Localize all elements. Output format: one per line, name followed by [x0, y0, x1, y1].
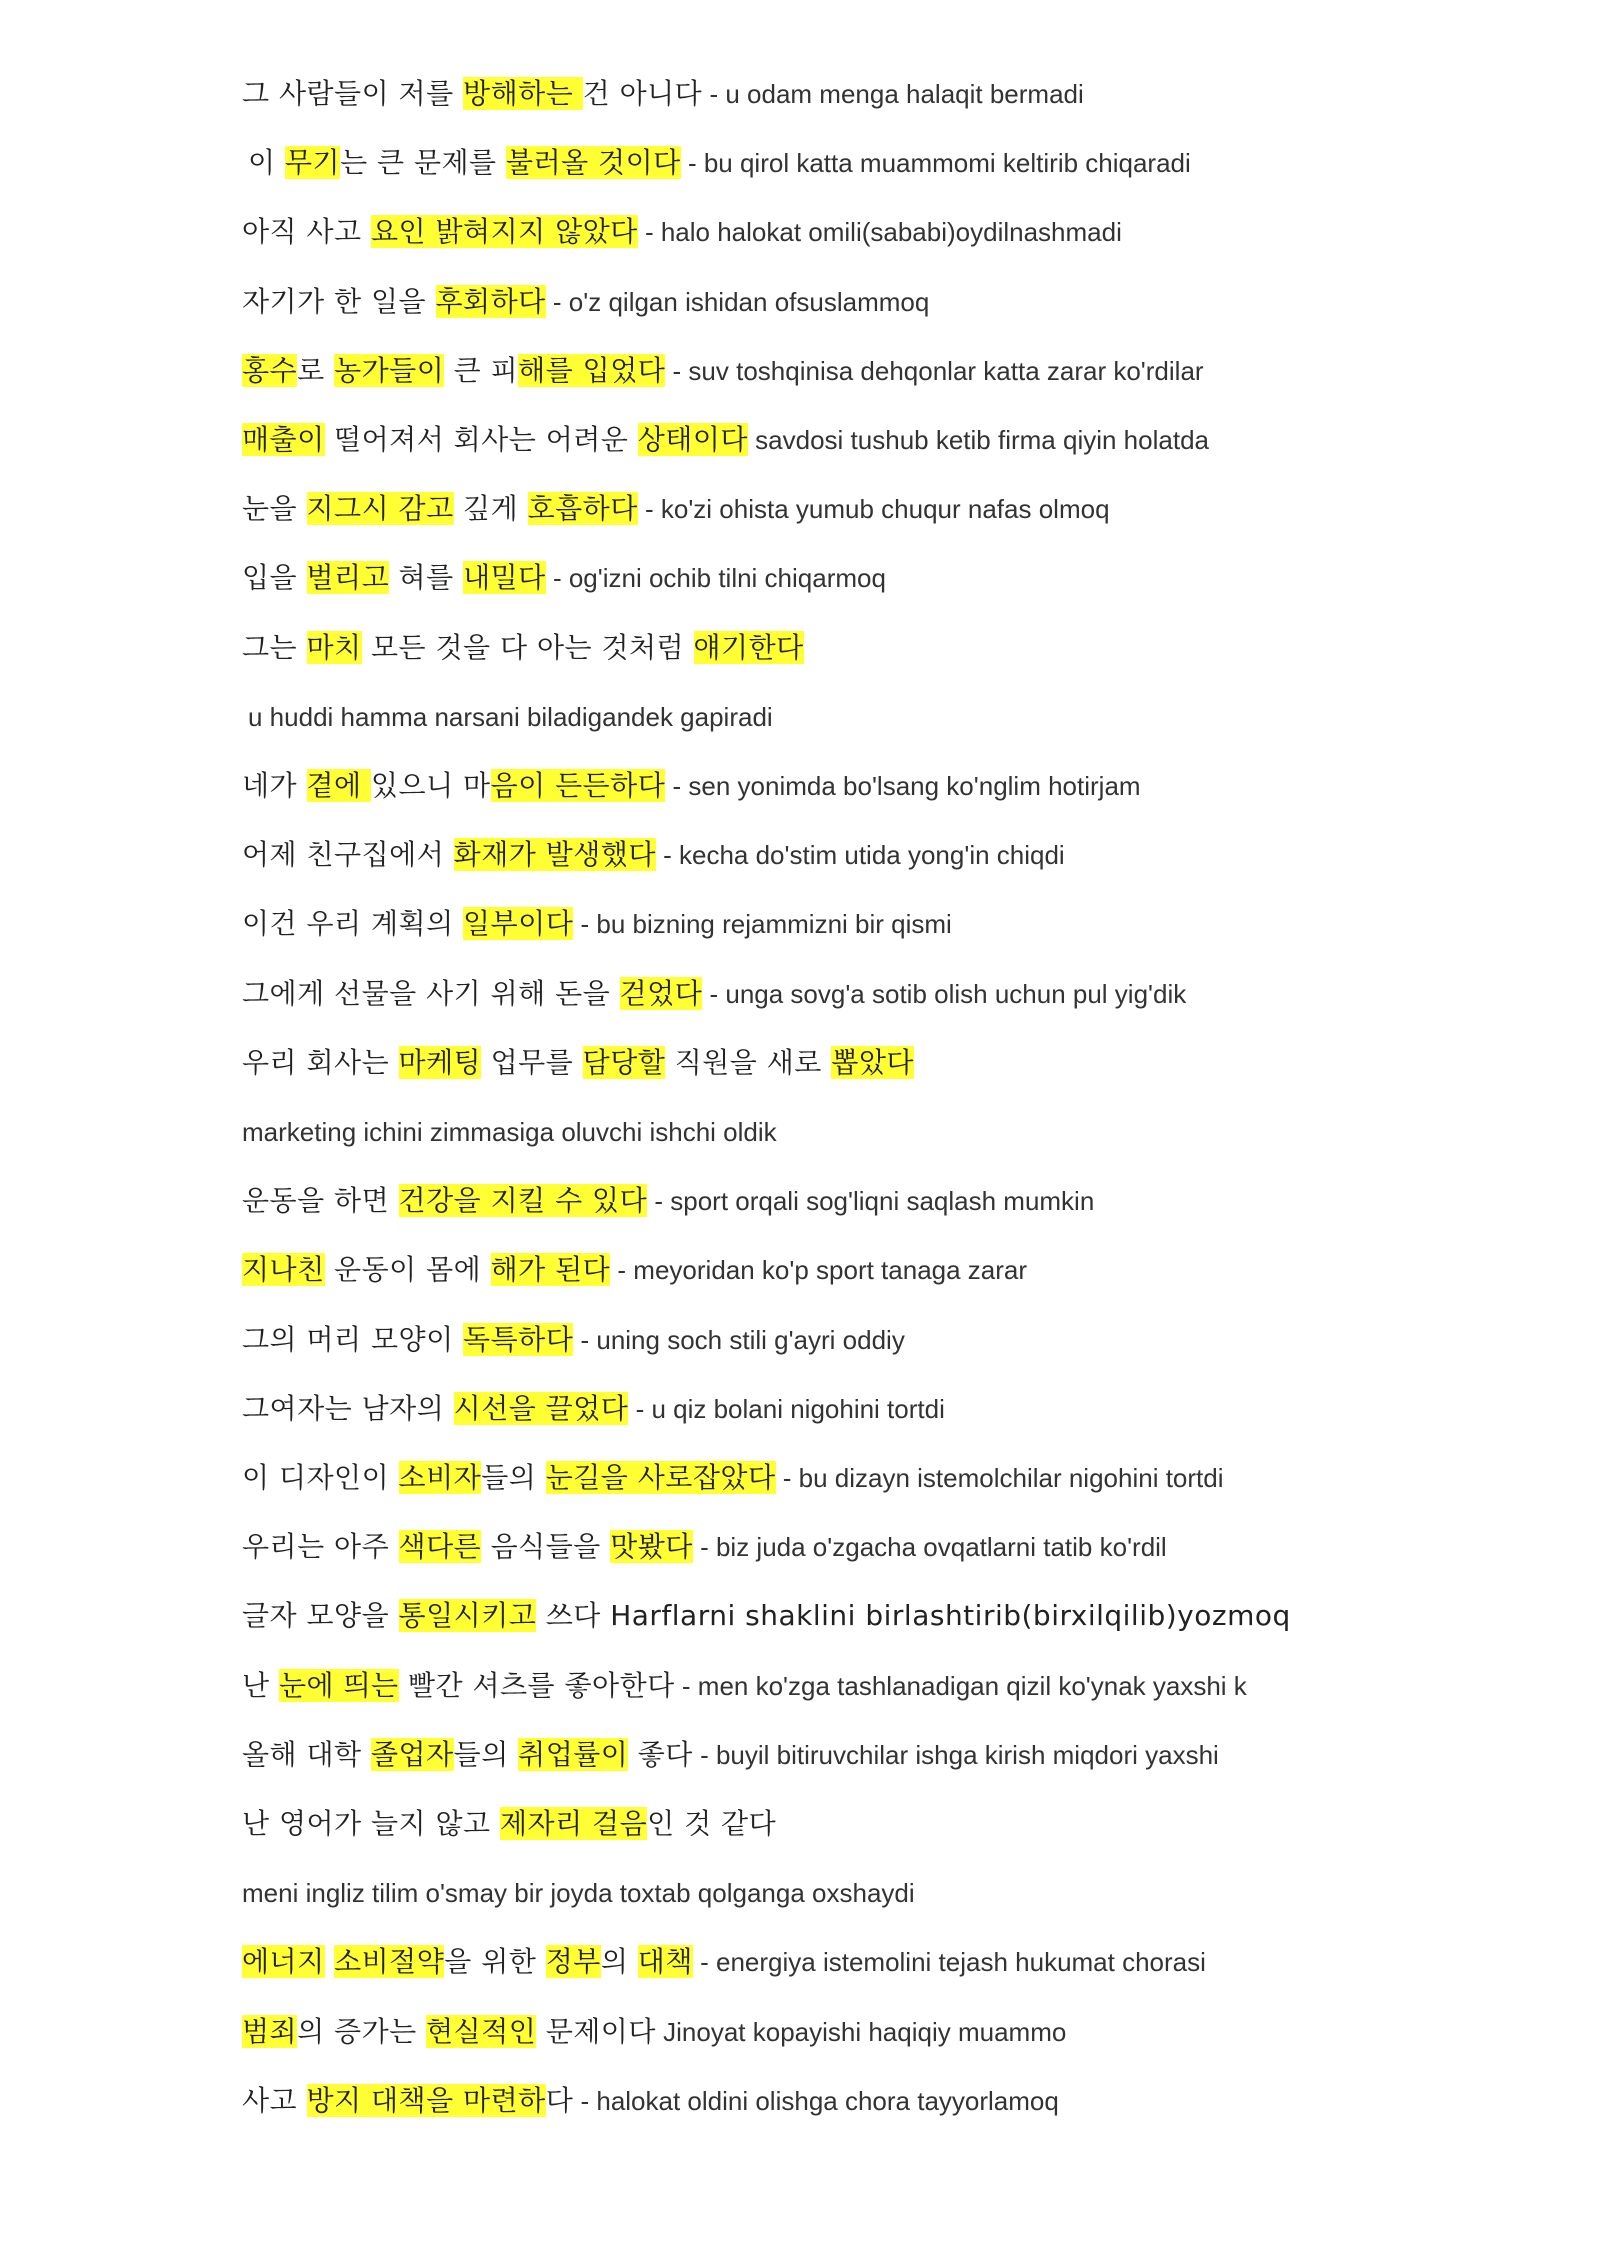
korean-text: 그는 — [242, 631, 307, 664]
translation-text: - sport orqali sog'liqni saqlash mumkin — [647, 1186, 1095, 1216]
highlighted-phrase: 해가 된다 — [490, 1253, 611, 1286]
korean-text: 네가 — [242, 769, 307, 802]
korean-text: 인 것 같다 — [647, 1807, 777, 1840]
highlighted-phrase: 곁에 — [306, 769, 371, 802]
vocab-line — [242, 695, 1568, 743]
highlighted-phrase: 에너지 — [242, 1945, 325, 1978]
vocab-line — [242, 1871, 1562, 1919]
vocab-line — [242, 1318, 1562, 1366]
highlighted-phrase: 매출이 — [242, 423, 325, 456]
highlighted-phrase: 호흡하다 — [527, 492, 638, 525]
translation-text: - men ko'zga tashlanadigan qizil ko'ynak yaxshi k — [674, 1671, 1247, 1701]
vocab-line — [242, 1041, 1562, 1089]
korean-text: 들의 — [453, 1738, 519, 1771]
korean-text: 의 증가는 — [297, 2015, 427, 2048]
korean-text: 의 — [600, 1945, 638, 1978]
vocab-line — [242, 418, 1562, 466]
korean-text: 빨간 셔츠를 좋아한다 — [398, 1669, 675, 1702]
highlighted-phrase: 벌리고 — [306, 561, 390, 594]
translation-text: - uning soch stili g'ayri oddiy — [573, 1325, 905, 1355]
translation-text: - bu dizayn istemolchilar nigohini tortdi — [775, 1463, 1224, 1493]
korean-text: 떨어져서 회사는 어려운 — [324, 423, 638, 456]
highlighted-phrase: 지그시 감고 — [306, 492, 454, 525]
highlighted-phrase: 눈에 띄는 — [278, 1669, 399, 1702]
korean-text: 우리 회사는 — [242, 1046, 399, 1079]
korean-text: 어제 친구집에서 — [242, 838, 454, 871]
highlighted-phrase: 홍수 — [242, 354, 298, 387]
translation-text: - u odam menga halaqit bermadi — [702, 79, 1084, 109]
vocab-line — [242, 1110, 1562, 1158]
korean-text: 모든 것을 다 아는 것처럼 — [361, 631, 694, 664]
translation-text: - buyil bitiruvchilar ishga kirish miqdori yaxshi — [692, 1740, 1219, 1770]
vocab-line — [242, 141, 1568, 189]
vocab-line — [242, 1594, 1562, 1642]
vocab-line — [242, 972, 1562, 1020]
korean-text: 그 사람들이 저를 — [242, 77, 464, 110]
highlighted-phrase: 맛봤다 — [610, 1530, 693, 1563]
korean-text: 있으니 마 — [371, 769, 491, 802]
translation-text: Jinoyat kopayishi haqiqiy muammo — [655, 2017, 1067, 2047]
vocab-line — [242, 1525, 1562, 1573]
highlighted-phrase: 요인 밝혀지지 않았다 — [371, 215, 638, 248]
highlighted-phrase: 건강을 지킬 수 있다 — [398, 1184, 648, 1217]
korean-text: 입을 — [242, 561, 307, 594]
highlighted-phrase: 졸업자 — [371, 1738, 454, 1771]
korean-text: 큰 피 — [444, 354, 519, 387]
highlighted-phrase: 해를 입었다 — [518, 354, 666, 387]
korean-text: 들의 — [481, 1461, 546, 1494]
vocab-line — [242, 2010, 1562, 2058]
korean-text: 이 — [248, 146, 285, 179]
vocab-line — [242, 280, 1562, 328]
korean-text: 이건 우리 계획의 — [242, 907, 464, 940]
translation-text: - suv toshqinisa dehqonlar katta zarar ko'rdilar — [665, 356, 1204, 386]
translation-text: meni ingliz tilim o'smay bir joyda toxtab qolganga oxshaydi — [242, 1878, 915, 1908]
highlighted-phrase: 후회하다 — [435, 285, 546, 318]
highlighted-phrase: 시선을 끌었다 — [453, 1392, 629, 1425]
translation-text: marketing ichini zimmasiga oluvchi ishchi oldik — [242, 1117, 777, 1147]
vocab-line — [242, 902, 1562, 950]
vocab-line — [242, 487, 1562, 535]
translation-text: - kecha do'stim utida yong'in chiqdi — [655, 840, 1065, 870]
vocab-line — [242, 1456, 1562, 1504]
vocab-line — [242, 2079, 1562, 2127]
highlighted-phrase: 색다른 — [398, 1530, 482, 1563]
vocab-line — [242, 349, 1562, 397]
highlighted-phrase: 취업률이 — [518, 1738, 629, 1771]
korean-text: 우리는 아주 — [242, 1530, 399, 1563]
korean-text: 그에게 선물을 사기 위해 돈을 — [242, 977, 620, 1010]
korean-text: 사고 — [242, 2084, 307, 2117]
highlighted-phrase: 얘기한다 — [693, 631, 804, 664]
vocab-line — [242, 72, 1562, 120]
highlighted-phrase: 방해하는 — [463, 77, 583, 110]
highlighted-phrase: 소비절약 — [334, 1945, 445, 1978]
highlighted-phrase: 걷었다 — [619, 977, 703, 1010]
translation-text: - halo halokat omili(sababi)oydilnashmadi — [637, 217, 1122, 247]
korean-text: 직원을 새로 — [665, 1046, 832, 1079]
korean-text: 그의 머리 모양이 — [242, 1323, 464, 1356]
translation-text: - bu qirol katta muammomi keltirib chiqaradi — [680, 148, 1191, 178]
vocab-line — [242, 556, 1562, 604]
korean-text: 업무를 — [481, 1046, 583, 1079]
vocab-line — [242, 210, 1562, 258]
translation-text: - halokat oldini olishga chora tayyorlamoq — [573, 2086, 1059, 2116]
translation-text: - bu bizning rejammizni bir qismi — [573, 909, 952, 939]
vocab-line — [242, 1248, 1562, 1296]
vocab-line — [242, 1387, 1562, 1435]
vocab-line — [242, 1664, 1562, 1712]
highlighted-phrase: 방지 대책을 마련하 — [306, 2084, 546, 2117]
korean-text: 문제이다 — [536, 2015, 656, 2048]
korean-text: 글자 모양을 — [242, 1599, 399, 1632]
translation-text: savdosi tushub ketib firma qiyin holatda — [747, 425, 1209, 455]
highlighted-phrase: 일부이다 — [463, 907, 574, 940]
korean-text: 올해 대학 — [242, 1738, 371, 1771]
korean-text: 운동이 몸에 — [324, 1253, 491, 1286]
highlighted-phrase: 정부 — [545, 1945, 601, 1978]
korean-text: 깊게 — [453, 492, 528, 525]
highlighted-phrase: 제자리 걸음 — [500, 1807, 648, 1840]
highlighted-phrase: 상태이다 — [637, 423, 748, 456]
vocab-line — [242, 1802, 1562, 1850]
korean-text: 음식들을 — [481, 1530, 611, 1563]
highlighted-phrase: 범죄 — [242, 2015, 298, 2048]
highlighted-phrase: 눈길을 사로잡았다 — [545, 1461, 776, 1494]
vocab-line — [242, 1940, 1562, 1988]
highlighted-phrase: 마케팅 — [398, 1046, 482, 1079]
korean-text: 난 — [242, 1669, 279, 1702]
highlighted-phrase: 마치 — [306, 631, 362, 664]
highlighted-phrase: 독특하다 — [463, 1323, 574, 1356]
vocab-line — [242, 1179, 1562, 1227]
korean-text: 난 영어가 늘지 않고 — [242, 1807, 500, 1840]
korean-text: 건 아니다 — [582, 77, 703, 110]
highlighted-phrase: 담당할 — [582, 1046, 666, 1079]
translation-text: - u qiz bolani nigohini tortdi — [628, 1394, 945, 1424]
highlighted-phrase: 무기 — [284, 146, 341, 179]
korean-text: 로 — [297, 354, 335, 387]
korean-text: 그여자는 남자의 — [242, 1392, 454, 1425]
translation-text: - og'izni ochib tilni chiqarmoq — [545, 563, 886, 593]
highlighted-phrase: 대책 — [637, 1945, 693, 1978]
korean-text: 좋다 — [628, 1738, 693, 1771]
translation-text: - energiya istemolini tejash hukumat chorasi — [692, 1947, 1206, 1977]
highlighted-phrase: 현실적인 — [426, 2015, 537, 2048]
translation-text: - biz juda o'zgacha ovqatlarni tatib ko'rdil — [692, 1532, 1167, 1562]
korean-text: 운동을 하면 — [242, 1184, 399, 1217]
korean-text: 쓰다 Harflarni shaklini birlashtirib(birxilqilib)yozmoq — [536, 1599, 1291, 1632]
vocab-line — [242, 764, 1562, 812]
highlighted-phrase: 소비자 — [398, 1461, 482, 1494]
korean-text: 눈을 — [242, 492, 307, 525]
highlighted-phrase: 농가들이 — [334, 354, 445, 387]
translation-text: - unga sovg'a sotib olish uchun pul yig'dik — [702, 979, 1187, 1009]
vocab-line — [242, 1733, 1562, 1781]
highlighted-phrase: 내밀다 — [463, 561, 546, 594]
korean-text: 아직 사고 — [242, 215, 371, 248]
korean-text: 다 — [545, 2084, 574, 2117]
highlighted-phrase: 화재가 발생했다 — [453, 838, 656, 871]
korean-text: 을 위한 — [444, 1945, 546, 1978]
translation-text: - o'z qilgan ishidan ofsuslammoq — [545, 287, 930, 317]
translation-text: - ko'zi ohista yumub chuqur nafas olmoq — [637, 494, 1110, 524]
highlighted-phrase: 음이 든든하다 — [490, 769, 666, 802]
translation-text: - meyoridan ko'p sport tanaga zarar — [610, 1255, 1028, 1285]
highlighted-phrase: 불러올 것이다 — [506, 146, 681, 179]
vocab-line — [242, 626, 1562, 674]
korean-text: 혀를 — [389, 561, 464, 594]
highlighted-phrase: 뽑았다 — [831, 1046, 914, 1079]
korean-text: 는 큰 문제를 — [340, 146, 507, 179]
highlighted-phrase: 통일시키고 — [398, 1599, 537, 1632]
korean-text — [325, 1945, 334, 1978]
highlighted-phrase: 지나친 — [242, 1253, 325, 1286]
korean-text: 자기가 한 일을 — [242, 285, 436, 318]
korean-text: 이 디자인이 — [242, 1461, 399, 1494]
vocab-line — [242, 833, 1562, 881]
translation-text: u huddi hamma narsani biladigandek gapiradi — [248, 702, 773, 732]
translation-text: - sen yonimda bo'lsang ko'nglim hotirjam — [665, 771, 1141, 801]
